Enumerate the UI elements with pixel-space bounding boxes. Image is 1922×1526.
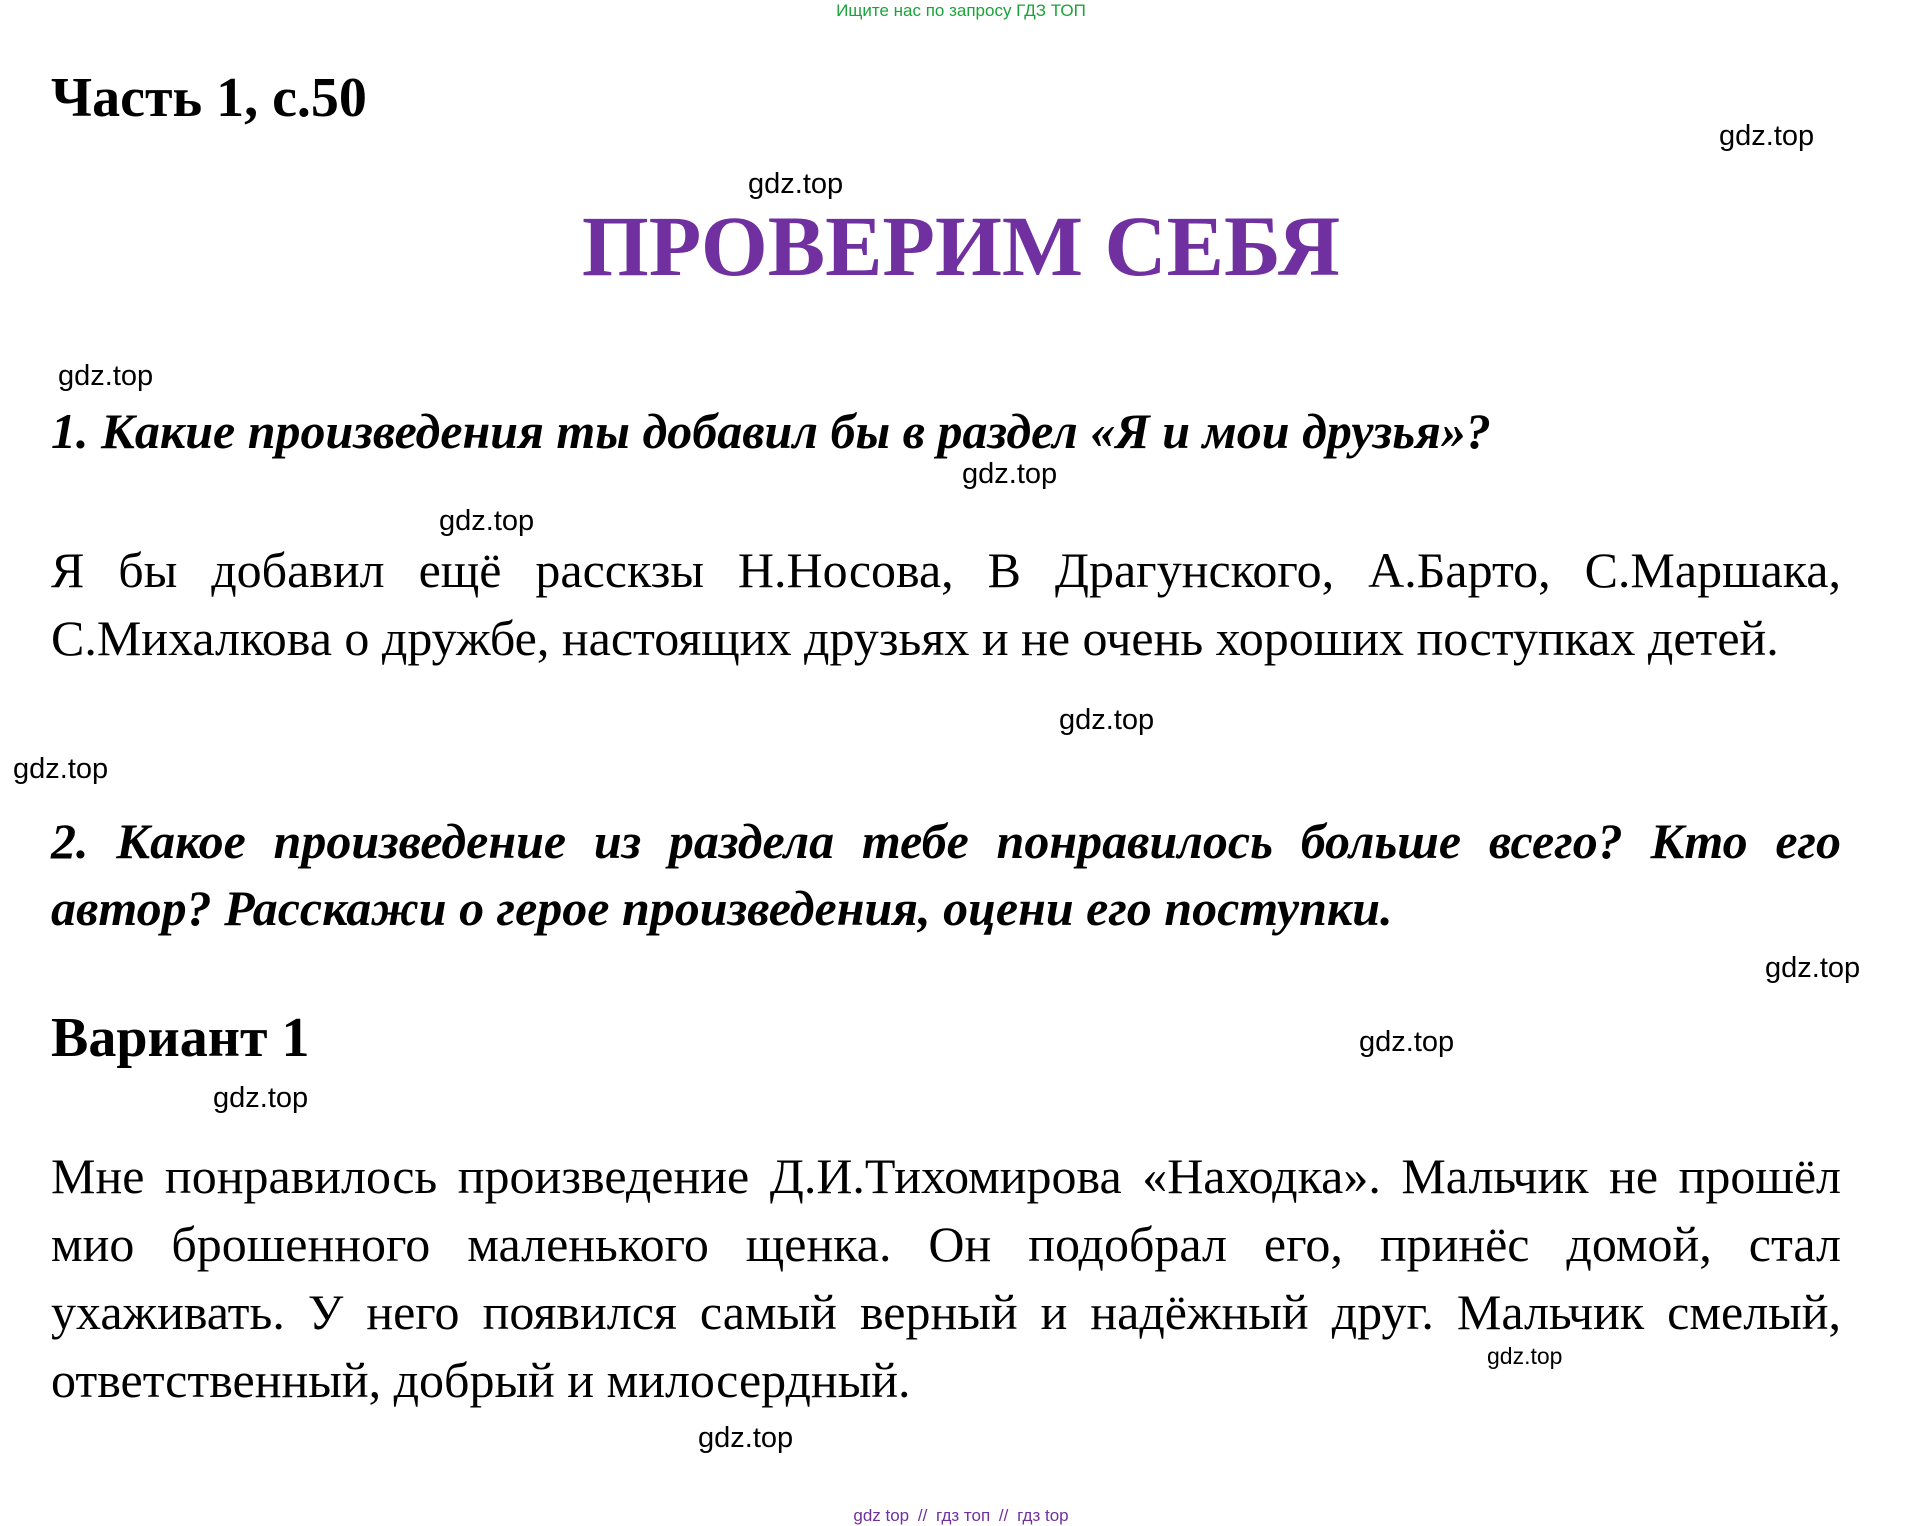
watermark: gdz.top [698, 1422, 794, 1454]
footer-link[interactable]: гдз топ [936, 1506, 991, 1525]
watermark: gdz.top [1765, 952, 1861, 984]
footer-links [0, 1506, 1922, 1526]
part-title: Часть 1, с.50 [51, 67, 367, 129]
answer-1: Я бы добавил ещё расскзы Н.Носова, В Драгунского, А.Барто, С.Маршака, С.Михалкова о дружбе, настоящих друзьях и не очень хороших поступках детей. [51, 542, 1841, 666]
footer-link[interactable]: gdz top [853, 1506, 910, 1525]
watermark: gdz.top [1719, 120, 1815, 152]
watermark: gdz.top [58, 360, 154, 392]
top-banner: Ищите нас по запросу ГДЗ ТОП [836, 1, 1086, 20]
watermark: gdz.top [439, 505, 535, 537]
page-title: ПРОВЕРИМ СЕБЯ [581, 198, 1341, 294]
footer-separator: // [917, 1506, 928, 1525]
variant-title: Вариант 1 [51, 1007, 310, 1069]
watermark: gdz.top [748, 168, 844, 200]
footer-separator: // [998, 1506, 1009, 1525]
watermark: gdz.top [1059, 704, 1155, 736]
question-2: 2. Какое произведение из раздела тебе понравилось больше всего? Кто его автор? Расскажи о герое произведения, оцени его поступки. [51, 813, 1841, 936]
watermark: gdz.top [1359, 1026, 1455, 1058]
watermark: gdz.top [1487, 1343, 1563, 1369]
watermark: gdz.top [213, 1082, 309, 1114]
watermark: gdz.top [13, 753, 109, 785]
question-1: 1. Какие произведения ты добавил бы в раздел «Я и мои друзья»? [51, 403, 1491, 459]
watermark: gdz.top [962, 458, 1058, 490]
footer-link[interactable]: гдз top [1017, 1506, 1069, 1525]
answer-2: Мне понравилось произведение Д.И.Тихомирова «Находка». Мальчик не прошёл мио брошенного маленького щенка. Он подобрал его, принёс домой, стал ухаживать. У него появился самый верный и надёжный друг. Мальчик смелый, ответственный, добрый и милосердный. [51, 1148, 1841, 1408]
